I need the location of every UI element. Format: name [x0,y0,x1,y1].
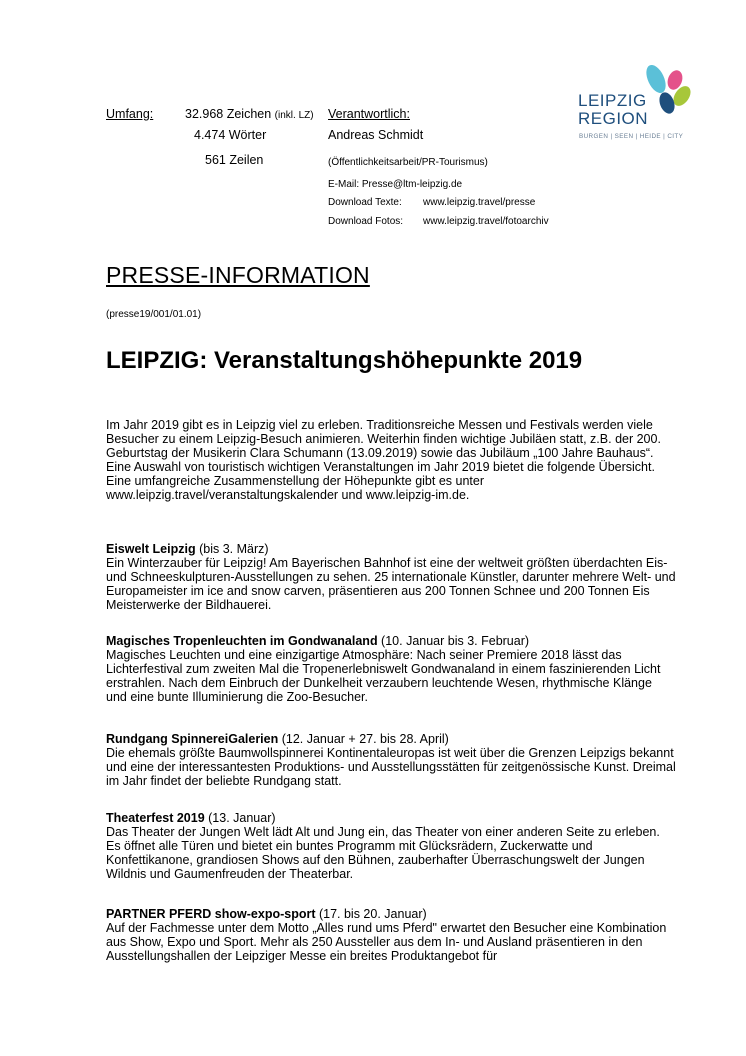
event-date: (bis 3. März) [195,542,269,556]
chars-value: 32.968 Zeichen [185,107,272,121]
page-title: LEIPZIG: Veranstaltungshöhepunkte 2019 [106,347,583,374]
event-date: (17. bis 20. Januar) [315,907,427,921]
logo-tagline: BURGEN | SEEN | HEIDE | CITY [579,133,684,140]
lines-count: 561 Zeilen [205,153,264,167]
download-texte-label: Download Texte: [328,197,402,208]
event-text: Das Theater der Jungen Welt lädt Alt und Jung ein, das Theater von einer anderen Seite zu erleben. Es öffnet alle Türen und bietet ein buntes Programm mit Glücksrädern, Zuckerwatte und Konfettikanone, grandiosen Shows auf den Bühnen, zauberhafter Überraschungswelt der Jungen Wildnis und Gaumenfreuden der Theaterbar. [106,825,660,881]
event-theaterfest [106,811,676,881]
download-texte-url[interactable]: www.leipzig.travel/presse [423,197,536,208]
contact-email: E-Mail: Presse@ltm-leipzig.de [328,179,463,190]
event-spinnerei [106,732,676,788]
intro-paragraph: Im Jahr 2019 gibt es in Leipzig viel zu erleben. Traditionsreiche Messen und Festivals werden viele Besucher zu einem Leipzig-Besuch animieren. Weiterhin finden wichtige Jubiläen statt, z.B. der 200. Geburtstag der Musikerin Clara Schumann (13.09.2019) sowie das Jubiläum „100 Jahre Bauhaus“. Eine Auswahl von touristisch wichtigen Veranstaltungen im Jahr 2019 bietet die folgende Übersicht. Eine umfangreiche Zusammenstellung der Höhepunkte gibt es unter www.leipzig.travel/veranstaltungskalender und www.leipzig-im.de. [106,418,661,502]
verantwortlich-label: Verantwortlich: [328,107,410,121]
presse-information-heading: PRESSE-INFORMATION [106,262,370,288]
event-name: Rundgang SpinnereiGalerien [106,732,279,746]
chars-count [185,107,314,123]
logo-leaves-icon [640,63,700,118]
event-partner-pferd [106,907,676,963]
event-text: Auf der Fachmesse unter dem Motto „Alles rund ums Pferd" erwartet den Besucher eine Kombination aus Show, Expo und Sport. Mehr als 250 Aussteller aus dem In- und Ausland präsentieren in den Ausstellungshallen der Leipziger Messe ein breites Produktangebot für [106,921,667,963]
event-text: Die ehemals größte Baumwollspinnerei Kontinentaleuropas ist weit über die Grenzen Leipzigs bekannt und eine der interessantesten Produktions- und Ausstellungsstätten für zeitgenössische Kunst. Dreimal im Jahr findet der beliebte Rundgang statt. [106,746,676,788]
event-name: Theaterfest 2019 [106,811,205,825]
event-text: Magisches Leuchten und eine einzigartige Atmosphäre: Nach seiner Premiere 2018 lässt das Lichterfestival zum zweiten Mal die Tropenerlebniswelt Gondwanaland in einem faszinierenden Licht erstrahlen. Nach dem Einbruch der Dunkelheit verzaubern leuchtende Wesen, rhythmische Klänge und eine bunte Illuminierung die Zoo-Besucher. [106,648,661,704]
event-date: (12. Januar + 27. bis 28. April) [278,732,449,746]
logo-line-1: LEIPZIG [578,91,647,110]
reference-number: (presse19/001/01.01) [106,309,202,320]
event-date: (13. Januar) [204,811,276,825]
event-date: (10. Januar bis 3. Februar) [377,634,530,648]
logo-line-2: REGION [578,109,649,128]
contact-role: (Öffentlichkeitsarbeit/PR-Tourismus) [328,157,488,168]
download-fotos-url[interactable]: www.leipzig.travel/fotoarchiv [423,216,549,227]
download-fotos-label: Download Fotos: [328,216,404,227]
event-name: Eiswelt Leipzig [106,542,196,556]
event-tropenleuchten [106,634,676,704]
contact-name: Andreas Schmidt [328,128,424,142]
event-name: Magisches Tropenleuchten im Gondwanaland [106,634,378,648]
chars-note: (inkl. LZ) [274,110,314,121]
event-eiswelt [106,542,676,612]
leipzig-region-logo [576,63,701,148]
event-text: Ein Winterzauber für Leipzig! Am Bayerischen Bahnhof ist eine der weltweit größten überdachten Eis- und Schneeskulpturen-Ausstellungen zu sehen. 25 internationale Künstler, darunter mehrere Welt- und Europameister im ice and snow carven, präsentieren aus 200 Tonnen Schnee und 200 Tonnen Eis Meisterwerke der Bildhauerei. [106,556,676,612]
event-name: PARTNER PFERD show-expo-sport [106,907,316,921]
umfang-label: Umfang: [106,107,154,121]
words-count: 4.474 Wörter [194,128,267,142]
